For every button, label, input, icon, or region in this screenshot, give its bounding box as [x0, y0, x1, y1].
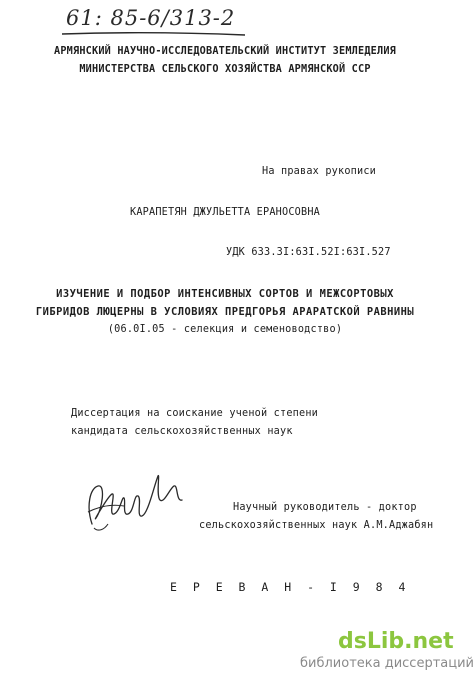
institution-line-1: АРМЯНСКИЙ НАУЧНО-ИССЛЕДОВАТЕЛЬСКИЙ ИНСТИТУТ ЗЕМЛЕДЕЛИЯ	[53, 46, 396, 57]
dissertation-line-1: Диссертация на соискание ученой степени	[71, 408, 319, 419]
title-line-3: (06.0I.05 - селекция и семеноводство)	[107, 324, 343, 335]
udc-code: УДК 633.3I:63I.52I:63I.527	[226, 247, 391, 258]
institution-line-2: МИНИСТЕРСТВА СЕЛЬСКОГО ХОЗЯЙСТВА АРМЯНСКОЙ ССР	[79, 64, 371, 75]
dissertation-line-2: кандидата сельскохозяйственных наук	[71, 426, 293, 437]
supervisor-line-1: Научный руководитель - доктор	[233, 502, 417, 513]
rights-note: На правах рукописи	[262, 166, 377, 177]
title-line-2: ГИБРИДОВ ЛЮЦЕРНЫ В УСЛОВИЯХ ПРЕДГОРЬЯ АРАРАТСКОЙ РАВНИНЫ	[35, 306, 415, 318]
watermark-subtitle: библиотека диссертаций	[300, 656, 474, 671]
city-year: Е Р Е В А Н - I 9 8 4	[170, 580, 410, 594]
dslib-logo	[338, 622, 454, 656]
signature	[78, 466, 188, 536]
archive-number-underline	[60, 30, 250, 38]
svg-text:dsLib.net: dsLib.net	[338, 629, 454, 654]
author-name: КАРАПЕТЯН ДЖУЛЬЕТТА ЕРАНОСОВНА	[130, 207, 321, 218]
archive-number: 61: 85-6/313-2	[66, 6, 236, 30]
title-line-1: ИЗУЧЕНИЕ И ПОДБОР ИНТЕНСИВНЫХ СОРТОВ И МЕЖСОРТОВЫХ	[56, 288, 394, 300]
supervisor-line-2: сельскохозяйственных наук А.М.Аджабян	[199, 520, 434, 531]
